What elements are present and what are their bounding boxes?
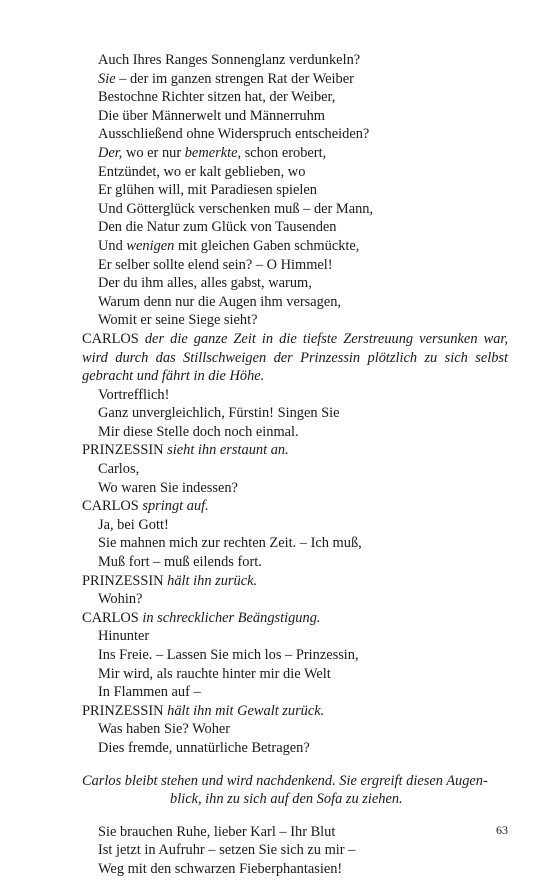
stage-direction: gebracht und fährt in die Höhe. [82, 368, 265, 385]
verse-line: Auch Ihres Ranges Sonnenglanz verdunkeln? [98, 52, 361, 68]
verse-line: Ja, bei Gott! [98, 516, 169, 533]
verse-text: wo er nur [122, 144, 185, 161]
speaker-name: PRINZESSIN [82, 442, 164, 459]
speaker-name: CARLOS [82, 330, 139, 347]
stage-direction: springt auf. [138, 498, 209, 515]
stage-direction: blick, ihn zu sich auf den Sofa zu ziehen. [170, 791, 403, 808]
verse-line: Sie brauchen Ruhe, lieber Karl – Ihr Blut [98, 823, 336, 840]
page-text [82, 51, 508, 879]
verse-line: Dies fremde, unnatürliche Betragen? [98, 739, 310, 756]
speaker-line [82, 441, 508, 460]
speaker-line [82, 609, 508, 628]
verse-line: Muß fort – muß eilends fort. [98, 554, 262, 571]
verse-line: Ist jetzt in Aufruhr – setzen Sie sich zu mir – [98, 842, 356, 859]
verse-line [82, 237, 508, 256]
emphasis: wenigen [126, 237, 175, 254]
stage-direction: Carlos bleibt stehen und wird nachdenkend. Sie ergreift diesen Augen- [82, 772, 488, 789]
emphasis: Sie [98, 70, 116, 87]
page-number: 63 [496, 823, 508, 837]
verse-line: Sie mahnen mich zur rechten Zeit. – Ich muß, [98, 535, 362, 552]
verse-line: Der du ihm alles, alles gabst, warum, [98, 275, 312, 292]
verse-line: Mir wird, als rauchte hinter mir die Welt [98, 665, 331, 682]
stage-direction: wird durch das Stillschweigen der Prinzessin plötzlich zu sich selbst [82, 349, 508, 366]
verse-text: – der im ganzen strengen Rat der Weiber [115, 70, 354, 87]
verse-line: Wo waren Sie indessen? [98, 479, 238, 496]
verse-line: Warum denn nur die Augen ihm versagen, [98, 293, 342, 310]
verse-line: Bestochne Richter sitzen hat, der Weiber, [98, 89, 336, 106]
verse-text: Und [98, 237, 127, 254]
verse-line: Womit er seine Siege sieht? [98, 312, 258, 329]
verse-line: Mir diese Stelle doch noch einmal. [98, 423, 299, 440]
emphasis: Der, [98, 144, 123, 161]
verse-line: In Flammen auf – [98, 684, 201, 701]
speaker-name: CARLOS [82, 498, 139, 515]
stage-direction: in schrecklicher Beängstigung. [138, 609, 321, 626]
speaker-block-carlos [82, 330, 508, 386]
verse-line: Die über Männerwelt und Männerruhm [98, 107, 325, 124]
verse-line: Was haben Sie? Woher [98, 721, 231, 738]
verse-line: Weg mit den schwarzen Fieberphantasien! [98, 860, 343, 877]
verse-line: Ganz unvergleichlich, Fürstin! Singen Sie [98, 405, 340, 422]
verse-text: schon erobert, [241, 144, 327, 161]
speaker-name: PRINZESSIN [82, 572, 164, 589]
verse-line: Er selber sollte elend sein? – O Himmel! [98, 256, 333, 273]
verse-line: Hinunter [98, 628, 150, 645]
stage-direction: hält ihn mit Gewalt zurück. [163, 702, 325, 719]
speaker-line [82, 702, 508, 721]
stage-direction: sieht ihn erstaunt an. [163, 442, 289, 459]
verse-line [82, 144, 508, 163]
speaker-name: PRINZESSIN [82, 702, 164, 719]
spacer [82, 809, 508, 823]
verse-line: Carlos, [98, 461, 140, 478]
verse-line: Vortrefflich! [98, 386, 170, 403]
stage-direction: hält ihn zurück. [163, 572, 258, 589]
spacer [82, 758, 508, 772]
verse-line: Entzündet, wo er kalt geblieben, wo [98, 163, 306, 180]
verse-line: Den die Natur zum Glück von Tausenden [98, 219, 337, 236]
verse-line: Ausschließend ohne Widerspruch entscheiden? [98, 126, 370, 143]
stage-direction: der die ganze Zeit in die tiefste Zerstreuung versunken war, [138, 330, 508, 347]
verse-text: mit gleichen Gaben schmückte, [174, 237, 360, 254]
speaker-line [82, 497, 508, 516]
verse-line: Und Götterglück verschenken muß – der Mann, [98, 200, 374, 217]
verse-line: Ins Freie. – Lassen Sie mich los – Prinzessin, [98, 647, 359, 663]
emphasis: bemerkte, [184, 144, 242, 161]
speaker-line [82, 572, 508, 591]
verse-line: Wohin? [98, 591, 143, 608]
speaker-name: CARLOS [82, 609, 139, 626]
verse-line: Er glühen will, mit Paradiesen spielen [98, 182, 318, 199]
stage-direction-block [82, 772, 508, 809]
verse-line [82, 70, 508, 89]
speaker-line [82, 330, 508, 349]
